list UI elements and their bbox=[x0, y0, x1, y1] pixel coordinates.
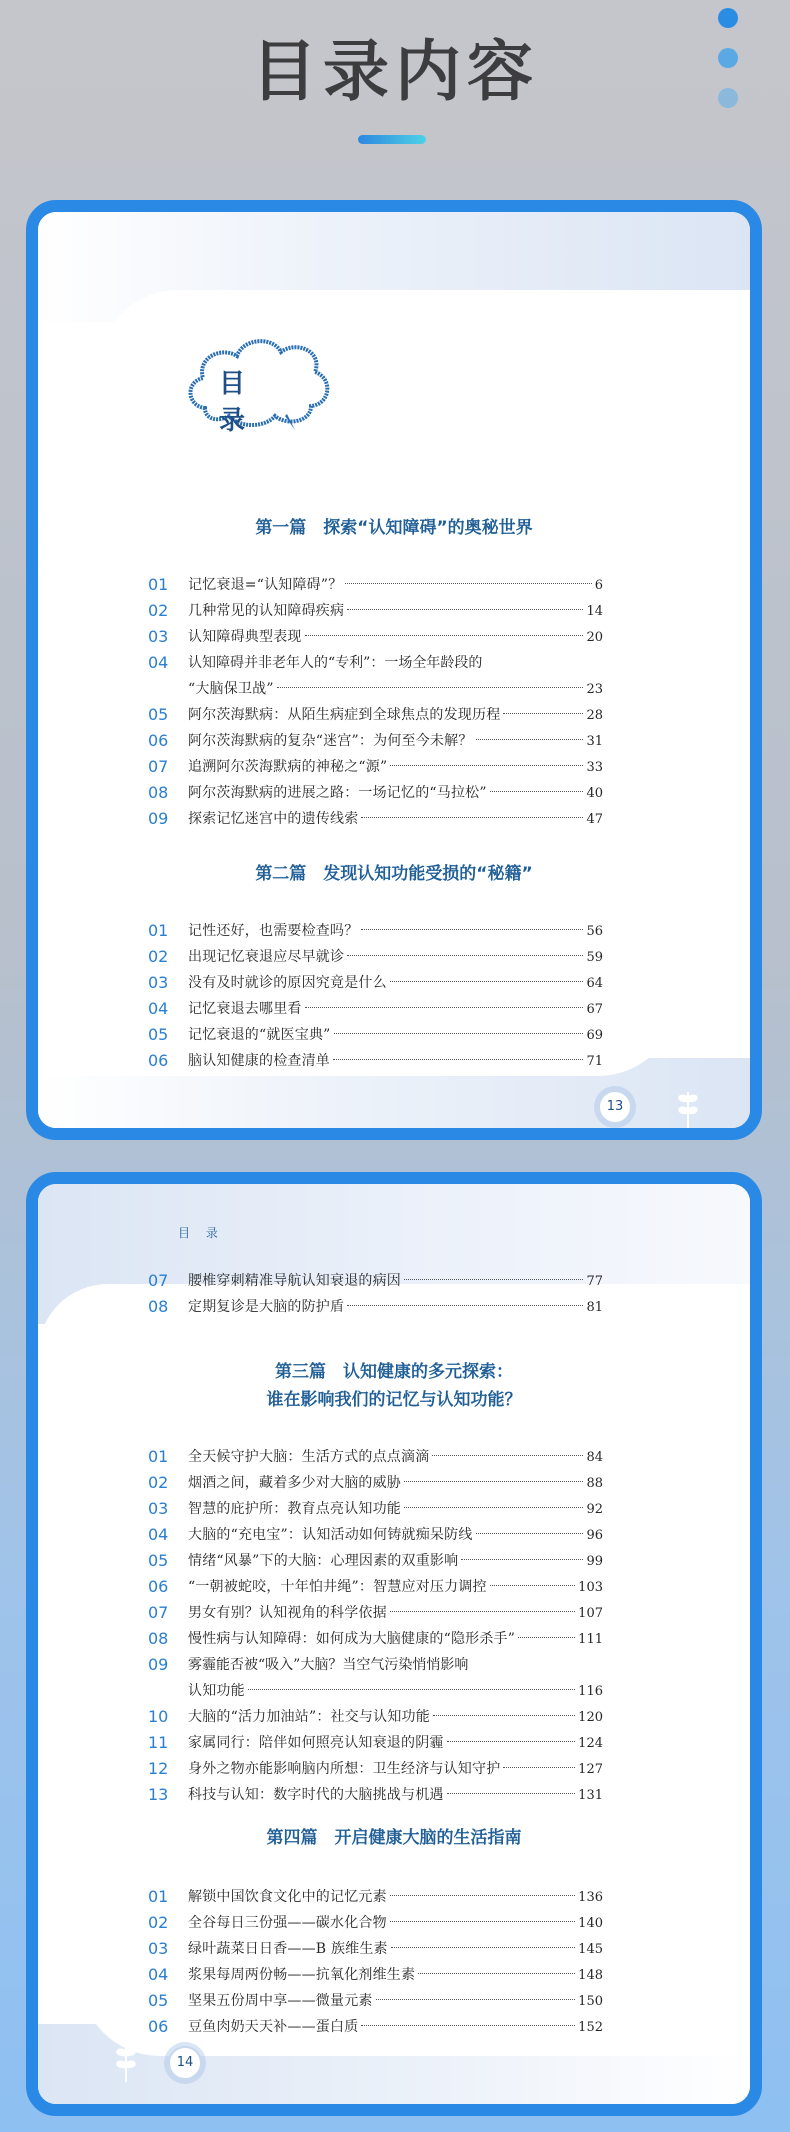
entry-number: 07 bbox=[148, 1603, 169, 1622]
page-number: 14 bbox=[168, 2046, 202, 2080]
toc-entry[interactable] bbox=[148, 1574, 603, 1600]
entry-page: 140 bbox=[578, 1916, 603, 1931]
entry-number: 02 bbox=[148, 601, 169, 620]
dot-leader bbox=[334, 1033, 584, 1034]
toc-entry[interactable] bbox=[148, 1444, 603, 1470]
dot-leader bbox=[390, 1895, 575, 1896]
dot-leader bbox=[432, 1455, 583, 1456]
dot-leader bbox=[490, 791, 584, 792]
entry-title: 豆鱼肉奶天天补——蛋白质 bbox=[188, 2019, 359, 2035]
entry-title: 大脑的“活力加油站”：社交与认知功能 bbox=[188, 1709, 430, 1725]
entry-page: 131 bbox=[578, 1788, 603, 1803]
toc-entry[interactable] bbox=[148, 754, 603, 780]
toc-entry[interactable] bbox=[148, 1022, 603, 1048]
entry-title: 追溯阿尔茨海默病的神秘之“源” bbox=[188, 759, 388, 775]
entry-number: 04 bbox=[148, 1525, 169, 1544]
entry-page: 84 bbox=[586, 1450, 603, 1465]
dot-leader bbox=[476, 1533, 584, 1534]
dot-leader bbox=[305, 635, 584, 636]
entry-title: 智慧的庇护所：教育点亮认知功能 bbox=[188, 1501, 401, 1517]
entry-number: 07 bbox=[148, 757, 169, 776]
dot-leader bbox=[391, 1947, 575, 1948]
entry-page: 71 bbox=[586, 1054, 603, 1069]
entry-page: 111 bbox=[578, 1632, 603, 1647]
dot-leader bbox=[347, 609, 583, 610]
entry-page: 127 bbox=[578, 1762, 603, 1777]
toc-entry[interactable] bbox=[148, 2014, 603, 2040]
entry-page: 40 bbox=[586, 786, 603, 801]
entry-page: 96 bbox=[586, 1528, 603, 1543]
entry-number: 12 bbox=[148, 1759, 169, 1778]
toc-entry[interactable] bbox=[148, 1294, 603, 1320]
entry-number: 09 bbox=[148, 809, 169, 828]
toc-entry[interactable] bbox=[148, 1470, 603, 1496]
entry-number: 08 bbox=[148, 1297, 169, 1316]
toc-entry[interactable] bbox=[148, 1962, 603, 1988]
dot-leader bbox=[518, 1637, 575, 1638]
dot-icon bbox=[718, 88, 738, 108]
toc-entry[interactable] bbox=[148, 728, 603, 754]
entry-title: 阿尔茨海默病的复杂“迷宫”：为何至今未解？ bbox=[188, 733, 473, 749]
toc-entry[interactable] bbox=[148, 970, 603, 996]
entry-title: 定期复诊是大脑的防护盾 bbox=[188, 1299, 345, 1315]
entry-page: 152 bbox=[578, 2020, 603, 2035]
toc-entry[interactable] bbox=[148, 572, 603, 598]
toc-entry[interactable] bbox=[148, 1730, 603, 1756]
entry-title-continued: 认知功能 bbox=[188, 1683, 245, 1699]
toc-entry[interactable] bbox=[148, 780, 603, 806]
section-title: 第一篇 探索“认知障碍”的奥秘世界 bbox=[255, 518, 533, 538]
toc-entry[interactable] bbox=[148, 1268, 603, 1294]
entry-title: 认知障碍并非老年人的“专利”：一场全年龄段的 bbox=[188, 655, 483, 671]
dot-leader bbox=[376, 1999, 576, 2000]
entry-title: 坚果五份周中享——微量元素 bbox=[188, 1993, 373, 2009]
dot-leader bbox=[390, 765, 583, 766]
entry-number: 01 bbox=[148, 1447, 169, 1466]
toc-entry[interactable] bbox=[148, 1548, 603, 1574]
entry-number: 06 bbox=[148, 1577, 169, 1596]
entry-title: 烟酒之间，藏着多少对大脑的威胁 bbox=[188, 1475, 401, 1491]
dot-leader bbox=[433, 1715, 575, 1716]
entry-number: 03 bbox=[148, 627, 169, 646]
entry-title: 阿尔茨海默病的进展之路：一场记忆的“马拉松” bbox=[188, 785, 487, 801]
toc-entry[interactable] bbox=[148, 1652, 603, 1704]
entry-number: 09 bbox=[148, 1655, 169, 1674]
entry-number: 11 bbox=[148, 1733, 169, 1752]
dot-leader bbox=[418, 1973, 575, 1974]
entry-number: 03 bbox=[148, 1499, 169, 1518]
entry-page: 69 bbox=[586, 1028, 603, 1043]
entry-page: 33 bbox=[586, 760, 603, 775]
dot-leader bbox=[361, 2025, 575, 2026]
entry-page: 107 bbox=[578, 1606, 603, 1621]
toc-entry[interactable] bbox=[148, 918, 603, 944]
entry-number: 05 bbox=[148, 1991, 169, 2010]
entry-title: 脑认知健康的检查清单 bbox=[188, 1053, 330, 1069]
entry-page: 99 bbox=[586, 1554, 603, 1569]
entry-page: 150 bbox=[578, 1994, 603, 2009]
cloud-label-icon bbox=[183, 330, 333, 440]
entry-page: 77 bbox=[586, 1274, 603, 1289]
entry-page: 136 bbox=[578, 1890, 603, 1905]
toc-entry[interactable] bbox=[148, 624, 603, 650]
toc-heading: 目 录 bbox=[219, 369, 264, 436]
dot-leader bbox=[503, 713, 583, 714]
toc-entry[interactable] bbox=[148, 1522, 603, 1548]
entry-title: 浆果每周两份畅——抗氧化剂维生素 bbox=[188, 1967, 416, 1983]
dot-leader bbox=[248, 1689, 575, 1690]
toc-entry[interactable] bbox=[148, 996, 603, 1022]
toc-entry[interactable] bbox=[148, 1782, 603, 1808]
entry-title: 身外之物亦能影响脑内所想：卫生经济与认知守护 bbox=[188, 1761, 501, 1777]
entry-number: 01 bbox=[148, 921, 169, 940]
entry-number: 03 bbox=[148, 1939, 169, 1958]
toc-entry[interactable] bbox=[148, 944, 603, 970]
dot-leader bbox=[347, 955, 583, 956]
toc-entry[interactable] bbox=[148, 1048, 603, 1074]
entry-title: 情绪“风暴”下的大脑：心理因素的双重影响 bbox=[188, 1553, 459, 1569]
entry-number: 06 bbox=[148, 731, 169, 750]
running-head: 目 录 bbox=[178, 1226, 224, 1240]
toc-page-14 bbox=[26, 1172, 762, 2116]
dot-leader bbox=[461, 1559, 583, 1560]
entry-page: 124 bbox=[578, 1736, 603, 1751]
entry-number: 05 bbox=[148, 1551, 169, 1570]
entry-title-continued: “大脑保卫战” bbox=[188, 681, 274, 697]
toc-entry[interactable] bbox=[148, 1884, 603, 1910]
entry-page: 116 bbox=[578, 1684, 603, 1699]
dot-leader bbox=[333, 1059, 583, 1060]
title-underline bbox=[358, 135, 426, 144]
dot-leader bbox=[361, 929, 583, 930]
dot-leader bbox=[476, 739, 584, 740]
entry-title: 大脑的“充电宝”：认知活动如何铸就痴呆防线 bbox=[188, 1527, 473, 1543]
toc-entry[interactable] bbox=[148, 1600, 603, 1626]
entry-number: 10 bbox=[148, 1707, 169, 1726]
entry-number: 07 bbox=[148, 1271, 169, 1290]
dot-leader bbox=[347, 1305, 583, 1306]
decor-dots bbox=[718, 8, 744, 112]
entry-page: 88 bbox=[586, 1476, 603, 1491]
dot-leader bbox=[390, 1611, 575, 1612]
entry-title: 记忆衰退的“就医宝典” bbox=[188, 1027, 331, 1043]
entry-page: 28 bbox=[586, 708, 603, 723]
entry-title: 探索记忆迷宫中的遗传线索 bbox=[188, 811, 359, 827]
dot-leader bbox=[404, 1279, 583, 1280]
entry-number: 04 bbox=[148, 999, 169, 1018]
entry-number: 02 bbox=[148, 1473, 169, 1492]
dot-leader bbox=[404, 1507, 583, 1508]
dot-leader bbox=[404, 1481, 583, 1482]
dot-leader bbox=[361, 817, 583, 818]
dot-icon bbox=[718, 48, 738, 68]
entry-title: 全谷每日三份强——碳水化合物 bbox=[188, 1915, 387, 1931]
entry-page: 103 bbox=[578, 1580, 603, 1595]
entry-page: 59 bbox=[586, 950, 603, 965]
entry-page: 6 bbox=[594, 578, 603, 593]
entry-title: 腰椎穿刺精准导航认知衰退的病因 bbox=[188, 1273, 401, 1289]
entry-page: 14 bbox=[586, 604, 603, 619]
dot-leader bbox=[390, 1921, 575, 1922]
entry-title: “一朝被蛇咬，十年怕井绳”：智慧应对压力调控 bbox=[188, 1579, 487, 1595]
toc-page-13 bbox=[26, 200, 762, 1140]
entry-page: 67 bbox=[586, 1002, 603, 1017]
entry-title: 认知障碍典型表现 bbox=[188, 629, 302, 645]
dot-leader bbox=[490, 1585, 575, 1586]
entry-title: 科技与认知：数字时代的大脑挑战与机遇 bbox=[188, 1787, 444, 1803]
entry-title: 家属同行：陪伴如何照亮认知衰退的阴霾 bbox=[188, 1735, 444, 1751]
dot-icon bbox=[718, 8, 738, 28]
entry-page: 20 bbox=[586, 630, 603, 645]
entry-page: 120 bbox=[578, 1710, 603, 1725]
entry-title: 几种常见的认知障碍疾病 bbox=[188, 603, 345, 619]
page-number: 13 bbox=[598, 1090, 632, 1124]
entry-title: 解锁中国饮食文化中的记忆元素 bbox=[188, 1889, 387, 1905]
entry-number: 04 bbox=[148, 1965, 169, 1984]
section-title: 第三篇 认知健康的多元探索： bbox=[275, 1362, 513, 1382]
entry-number: 01 bbox=[148, 1887, 169, 1906]
entry-title: 没有及时就诊的原因究竟是什么 bbox=[188, 975, 387, 991]
entry-title: 记性还好，也需要检查吗？ bbox=[188, 923, 359, 939]
entry-number: 08 bbox=[148, 1629, 169, 1648]
dot-leader bbox=[390, 981, 584, 982]
entry-number: 05 bbox=[148, 705, 169, 724]
entry-title: 全天候守护大脑：生活方式的点点滴滴 bbox=[188, 1449, 430, 1465]
toc-entry[interactable] bbox=[148, 1496, 603, 1522]
entry-number: 04 bbox=[148, 653, 169, 672]
leaf-icon bbox=[668, 1080, 708, 1130]
dot-leader bbox=[345, 583, 591, 584]
entry-page: 148 bbox=[578, 1968, 603, 1983]
entry-page: 31 bbox=[586, 734, 603, 749]
entry-page: 92 bbox=[586, 1502, 603, 1517]
entry-title: 绿叶蔬菜日日香——B 族维生素 bbox=[188, 1941, 388, 1957]
dot-leader bbox=[305, 1007, 584, 1008]
entry-title: 雾霾能否被“吸入”大脑？当空气污染悄悄影响 bbox=[188, 1657, 469, 1673]
entry-number: 05 bbox=[148, 1025, 169, 1044]
leaf-icon bbox=[106, 2034, 146, 2084]
toc-entry[interactable] bbox=[148, 650, 603, 702]
toc-entry[interactable] bbox=[148, 1704, 603, 1730]
entry-number: 13 bbox=[148, 1785, 169, 1804]
toc-entry[interactable] bbox=[148, 1756, 603, 1782]
toc-entry[interactable] bbox=[148, 1936, 603, 1962]
toc-entry[interactable] bbox=[148, 1988, 603, 2014]
dot-leader bbox=[447, 1741, 576, 1742]
dot-leader bbox=[503, 1767, 575, 1768]
dot-leader bbox=[277, 687, 584, 688]
entry-page: 47 bbox=[586, 812, 603, 827]
entry-page: 81 bbox=[586, 1300, 603, 1315]
toc-entry[interactable] bbox=[148, 702, 603, 728]
toc-entry[interactable] bbox=[148, 1910, 603, 1936]
section-title: 谁在影响我们的记忆与认知功能？ bbox=[266, 1390, 522, 1410]
entry-number: 03 bbox=[148, 973, 169, 992]
entry-title: 慢性病与认知障碍：如何成为大脑健康的“隐形杀手” bbox=[188, 1631, 516, 1647]
entry-number: 02 bbox=[148, 947, 169, 966]
entry-title: 记忆衰退去哪里看 bbox=[188, 1001, 302, 1017]
entry-number: 06 bbox=[148, 1051, 169, 1070]
entry-page: 23 bbox=[586, 682, 603, 697]
entry-title: 出现记忆衰退应尽早就诊 bbox=[188, 949, 345, 965]
entry-number: 01 bbox=[148, 575, 169, 594]
toc-entry[interactable] bbox=[148, 806, 603, 832]
entry-title: 男女有别？认知视角的科学依据 bbox=[188, 1605, 387, 1621]
entry-number: 06 bbox=[148, 2017, 169, 2036]
entry-number: 08 bbox=[148, 783, 169, 802]
page-title: 目录内容 bbox=[251, 33, 539, 110]
entry-page: 56 bbox=[586, 924, 603, 939]
section-title: 第二篇 发现认知功能受损的“秘籍” bbox=[255, 864, 533, 884]
entry-number: 02 bbox=[148, 1913, 169, 1932]
entry-page: 64 bbox=[586, 976, 603, 991]
entry-page: 145 bbox=[578, 1942, 603, 1957]
toc-entry[interactable] bbox=[148, 1626, 603, 1652]
toc-entry[interactable] bbox=[148, 598, 603, 624]
dot-leader bbox=[447, 1793, 576, 1794]
entry-title: 记忆衰退=“认知障碍”？ bbox=[188, 577, 343, 593]
section-title: 第四篇 开启健康大脑的生活指南 bbox=[266, 1828, 522, 1848]
entry-title: 阿尔茨海默病：从陌生病症到全球焦点的发现历程 bbox=[188, 707, 501, 723]
